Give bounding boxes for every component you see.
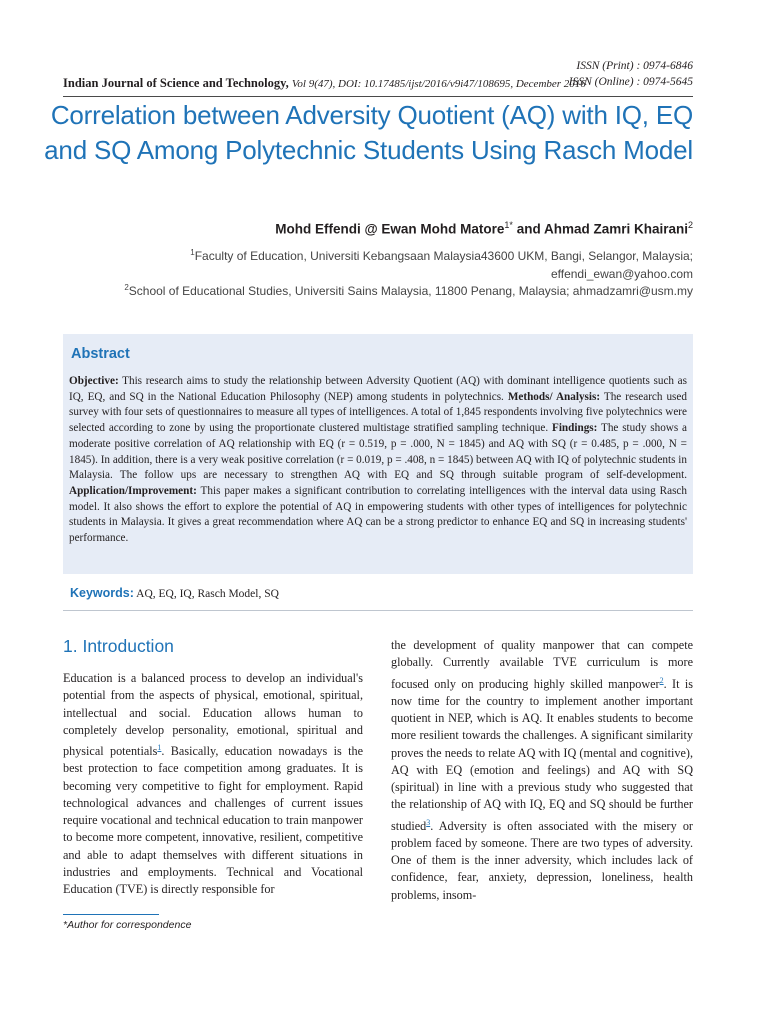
abstract-application-text: This paper makes a significant contribution to correlating intelligences with the interval data using Rasch model. It also shows the effort to explore the potential of AQ in empowering students with other types of intelligences for polytechnic students in Malaysia. It gives a great recommendation where AQ can be a strong predictor to enhance EQ and SQ in increasing students' performance. xyxy=(69,484,687,545)
journal-citation xyxy=(63,76,586,91)
section-heading-introduction: 1. Introduction xyxy=(63,636,174,656)
affiliation-2-sup: 2 xyxy=(124,283,129,292)
affiliation-1-line1: Faculty of Education, Universiti Kebangsaan Malaysia43600 UKM, Bangi, Selangor, Malaysia; xyxy=(194,249,693,263)
keywords-label: Keywords: xyxy=(70,586,134,600)
footnote-correspondence: *Author for correspondence xyxy=(63,919,192,931)
journal-meta: Vol 9(47), DOI: 10.17485/ijst/2016/v9i47/108695, December 2016 xyxy=(291,78,586,90)
abstract-methods-text: The research used survey with four sets of questionnaires to measure all types of intelligences. A total of 1,845 respondents involving five polytechnics were selected according to zone by using the proportionate clustered multistage stratified sampling technique. xyxy=(69,390,687,435)
author-1-sup: 1* xyxy=(504,220,513,230)
intro-right-text-b: . It is now time for the country to implement another important quotient in NEP, which is AQ. It enables students to become more resilient towards the challenges. A significant similarity proves the needs to relate AQ with IQ (mental and cognitive), AQ with EQ (emotion and feelings) and AQ with SQ (spiritual) in line with a previous study who suggested that the relationship of AQ with IQ, EQ and SQ should be further studied xyxy=(391,676,693,833)
citation-link-2[interactable]: 2 xyxy=(659,675,664,685)
author-2-sup: 2 xyxy=(687,220,693,230)
issn-print: ISSN (Print) : 0974-6846 xyxy=(576,60,693,72)
keywords xyxy=(70,586,279,600)
intro-column-left xyxy=(63,670,363,898)
abstract-heading: Abstract xyxy=(71,346,130,362)
intro-left-text-a: Education is a balanced process to develop an individual's potential from the aspects of physical, emotional, spiritual, intellectual and social. Education allows human to completely develop personality, emotional, spiritual and physical potentials xyxy=(63,671,363,759)
abstract-methods-label: Methods/ Analysis: xyxy=(507,390,601,403)
affiliation-1-email: effendi_ewan@yahoo.com xyxy=(550,267,693,281)
author-joiner: and xyxy=(512,221,544,237)
abstract-findings-text: The study shows a moderate positive correlation of AQ relationship with EQ (r = 0.519, p = .000, N = 1845) and AQ with SQ (r = 0.485, p = .000, N = 1845). In addition, there is a very weak positive correlation (r = 0.019, p = .408, n = 1845) between AQ with IQ of polytechnic students in Malaysia. The follow ups are necessary to strengthen AQ with EQ and SQ through suitable program of self-development. xyxy=(69,422,688,482)
abstract-application-label: Application/Improvement: xyxy=(69,484,197,497)
issn-block xyxy=(569,58,693,90)
author-2: Ahmad Zamri Khairani xyxy=(543,221,688,237)
abstract-box xyxy=(63,334,693,574)
citation-link-3[interactable]: 3 xyxy=(426,817,431,827)
intro-left-text-b: . Basically, education nowadays is the best protection to face competition among graduates. It is becoming very competitive to fight for employment. Rapid technological advances and challenges of current issues require vocational and technical education to train manpower to become more competent, innovative, resilient, competitive and able to adapt themselves with different situations in industries and employments. Technical and Vocational Education (TVE) is directly responsible for xyxy=(63,744,363,897)
intro-right-text-a: the development of quality manpower that can compete globally. Currently available TVE curriculum is more focused only on producing highly skilled manpower xyxy=(391,638,693,691)
affiliation-1 xyxy=(53,244,693,283)
abstract-findings-label: Findings: xyxy=(551,422,598,435)
affiliation-2 xyxy=(53,279,693,300)
affiliation-1-sup: 1 xyxy=(190,248,195,257)
intro-column-right xyxy=(391,637,693,904)
abstract-objective-text: This research aims to study the relationship between Adversity Quotient (AQ) with dominant intelligence quotients such as IQ, EQ, and SQ in the National Education Philosophy (NEP) among students in polytechnics. xyxy=(69,375,687,403)
abstract-objective-label: Objective: xyxy=(69,375,119,387)
author-line xyxy=(275,220,693,237)
keywords-text: AQ, EQ, IQ, Rasch Model, SQ xyxy=(133,588,279,600)
abstract-text xyxy=(69,374,687,547)
affiliation-2-line1: School of Educational Studies, Universiti Sains Malaysia, 11800 Penang, Malaysia; ahmadzamri@usm.my xyxy=(128,284,693,298)
issn-online: ISSN (Online) : 0974-5645 xyxy=(568,76,693,88)
journal-name: Indian Journal of Science and Technology, xyxy=(63,76,289,90)
paper-title: Correlation between Adversity Quotient (AQ) with IQ, EQ and SQ Among Polytechnic Students Using Rasch Model xyxy=(44,100,693,165)
intro-right-text-c: . Adversity is often associated with the misery or problem faced by someone. There are two types of adversity. One of them is the inner adversity, which includes lack of confidence, fear, anxiety, depression, loneliness, health problems, insom- xyxy=(391,818,693,902)
citation-link-1[interactable]: 1 xyxy=(157,743,162,752)
footnote-divider xyxy=(63,914,159,915)
author-1: Mohd Effendi @ Ewan Mohd Matore xyxy=(275,221,505,237)
keywords-divider xyxy=(63,610,693,611)
